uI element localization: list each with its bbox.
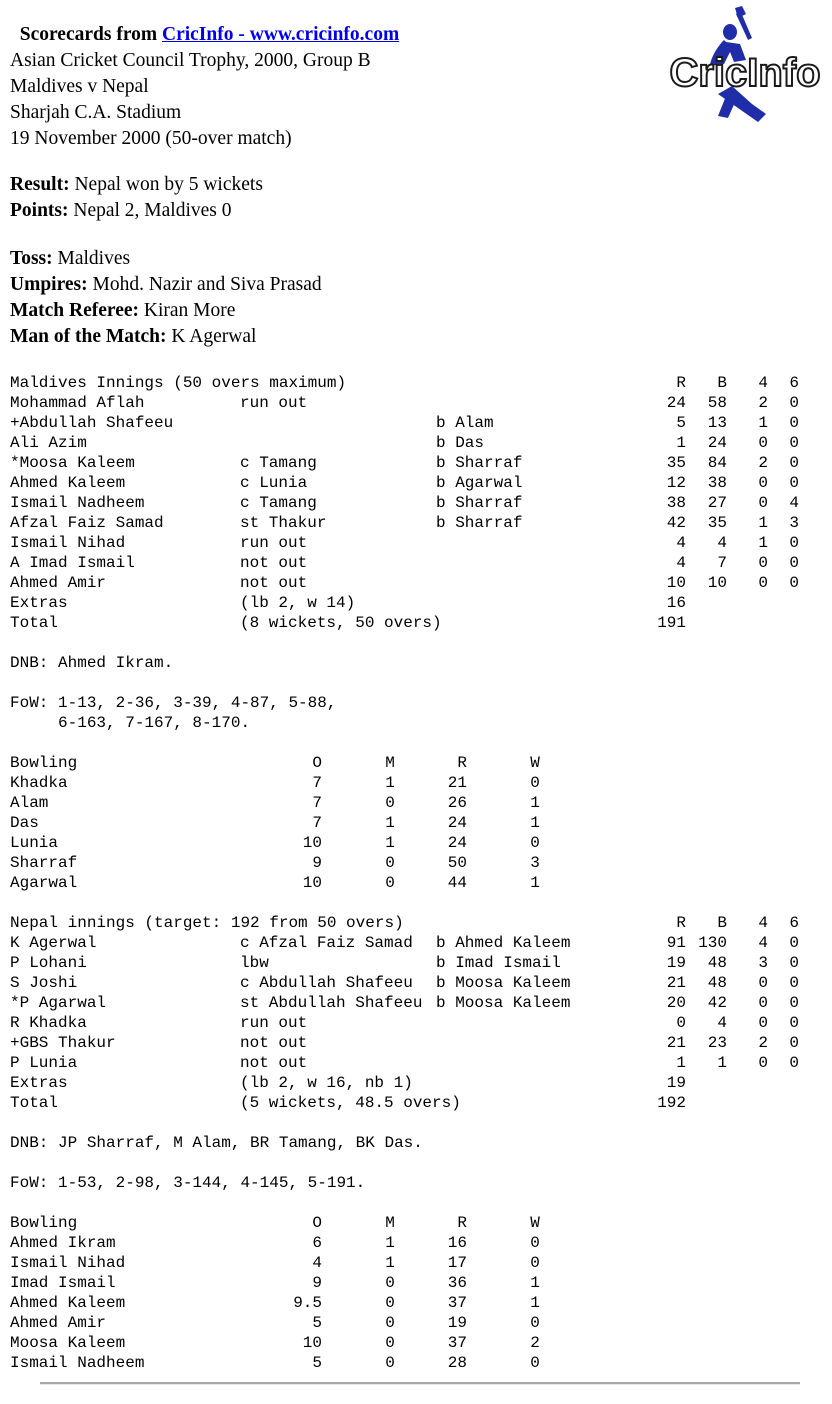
col-header-overs: O — [312, 754, 322, 772]
batsman-balls: 23 — [707, 1034, 727, 1052]
bottom-rule — [40, 1382, 800, 1385]
batsman-balls: 4 — [717, 1014, 727, 1032]
fall-of-wickets: FoW: 1-53, 2-98, 3-144, 4-145, 5-191. — [10, 1174, 366, 1192]
batsman-fours: 2 — [758, 454, 768, 472]
bowler-wickets: 1 — [530, 794, 540, 812]
umpires-line: Umpires: Mohd. Nazir and Siva Prasad — [10, 274, 322, 295]
batsman-balls: 13 — [707, 414, 727, 432]
dismissal: c Lunia — [240, 474, 308, 492]
bowler-runs: 24 — [447, 814, 467, 832]
match-teams: Maldives v Nepal — [10, 76, 149, 97]
batsman-balls: 7 — [717, 554, 727, 572]
cricinfo-logo — [669, 4, 821, 132]
dismissal-bowler: b Sharraf — [436, 494, 523, 512]
col-header-wickets: W — [530, 1214, 540, 1232]
bowler-runs: 19 — [447, 1314, 467, 1332]
bowler-overs: 9 — [312, 854, 322, 872]
match-venue: Sharjah C.A. Stadium — [10, 102, 182, 123]
extras-label: Extras — [10, 1074, 68, 1092]
bowler-wickets: 0 — [530, 1354, 540, 1372]
batsman-name: K Agerwal — [10, 934, 97, 952]
scorecards-header — [10, 2, 399, 46]
bowler-maidens: 0 — [385, 1294, 395, 1312]
bowler-runs: 21 — [447, 774, 467, 792]
batsman-runs: 35 — [666, 454, 686, 472]
bowling-header: Bowling — [10, 754, 78, 772]
batsman-name: Ismail Nadheem — [10, 494, 145, 512]
dismissal: not out — [240, 1054, 308, 1072]
batsman-runs: 38 — [666, 494, 686, 512]
batsman-balls: 58 — [707, 394, 727, 412]
did-not-bat: DNB: Ahmed Ikram. — [10, 654, 174, 672]
bowler-runs: 37 — [447, 1334, 467, 1352]
bowler-name: Das — [10, 814, 39, 832]
col-header-maidens: M — [385, 1214, 395, 1232]
dismissal: st Thakur — [240, 514, 327, 532]
batsman-sixes: 0 — [789, 434, 799, 452]
dismissal: run out — [240, 1014, 308, 1032]
batsman-sixes: 0 — [789, 1054, 799, 1072]
batsman-balls: 84 — [707, 454, 727, 472]
batsman-name: Ali Azim — [10, 434, 87, 452]
total-label: Total — [10, 1094, 59, 1112]
bowler-wickets: 1 — [530, 1294, 540, 1312]
batsman-runs: 12 — [666, 474, 686, 492]
bowler-wickets: 0 — [530, 834, 540, 852]
batsman-name: +Abdullah Shafeeu — [10, 414, 174, 432]
bowler-overs: 9.5 — [293, 1294, 322, 1312]
bowler-runs: 50 — [447, 854, 467, 872]
bowler-name: Sharraf — [10, 854, 78, 872]
batsman-runs: 1 — [676, 434, 686, 452]
batsman-sixes: 0 — [789, 474, 799, 492]
bowler-maidens: 1 — [385, 1254, 395, 1272]
extras-value: 16 — [666, 594, 686, 612]
dismissal: c Afzal Faiz Samad — [240, 934, 413, 952]
batsman-balls: 27 — [707, 494, 727, 512]
col-header-fours: 4 — [758, 374, 768, 392]
bowler-name: Ismail Nihad — [10, 1254, 126, 1272]
bowler-name: Lunia — [10, 834, 59, 852]
bowler-overs: 9 — [312, 1274, 322, 1292]
match-tournament: Asian Cricket Council Trophy, 2000, Group B — [10, 50, 371, 71]
dismissal: st Abdullah Shafeeu — [240, 994, 423, 1012]
bowler-maidens: 0 — [385, 854, 395, 872]
batsman-sixes: 0 — [789, 394, 799, 412]
batsman-name: +GBS Thakur — [10, 1034, 116, 1052]
dismissal-bowler: b Sharraf — [436, 454, 523, 472]
batsman-fours: 0 — [758, 994, 768, 1012]
bowler-name: Ismail Nadheem — [10, 1354, 145, 1372]
batsman-balls: 48 — [707, 974, 727, 992]
extras-detail: (lb 2, w 16, nb 1) — [240, 1074, 413, 1092]
batsman-fours: 0 — [758, 494, 768, 512]
bowler-maidens: 0 — [385, 1354, 395, 1372]
batsman-name: Ismail Nihad — [10, 534, 126, 552]
bowler-overs: 5 — [312, 1314, 322, 1332]
batsman-sixes: 0 — [789, 1034, 799, 1052]
bowler-wickets: 0 — [530, 1254, 540, 1272]
dismissal-bowler: b Alam — [436, 414, 494, 432]
batsman-sixes: 4 — [789, 494, 799, 512]
bowler-overs: 10 — [302, 834, 322, 852]
total-label: Total — [10, 614, 59, 632]
batsman-sixes: 0 — [789, 534, 799, 552]
batsman-runs: 24 — [666, 394, 686, 412]
bowler-wickets: 1 — [530, 814, 540, 832]
batsman-sixes: 0 — [789, 454, 799, 472]
bowler-runs: 37 — [447, 1294, 467, 1312]
bowler-overs: 5 — [312, 1354, 322, 1372]
batsman-runs: 5 — [676, 414, 686, 432]
bowler-maidens: 1 — [385, 834, 395, 852]
total-value: 192 — [657, 1094, 686, 1112]
col-header-runs-conceded: R — [457, 754, 467, 772]
fall-of-wickets-cont: 6-163, 7-167, 8-170. — [10, 714, 251, 732]
bowler-maidens: 0 — [385, 874, 395, 892]
batsman-sixes: 0 — [789, 994, 799, 1012]
batsman-runs: 4 — [676, 534, 686, 552]
total-detail: (8 wickets, 50 overs) — [240, 614, 442, 632]
bowler-runs: 16 — [447, 1234, 467, 1252]
batsman-name: Ahmed Amir — [10, 574, 107, 592]
dismissal-bowler: b Agarwal — [436, 474, 523, 492]
bowler-runs: 28 — [447, 1354, 467, 1372]
did-not-bat: DNB: JP Sharraf, M Alam, BR Tamang, BK Das. — [10, 1134, 423, 1152]
bowler-wickets: 0 — [530, 774, 540, 792]
dismissal: not out — [240, 574, 308, 592]
batsman-sixes: 0 — [789, 554, 799, 572]
bowler-wickets: 0 — [530, 1314, 540, 1332]
col-header-fours: 4 — [758, 914, 768, 932]
bowler-maidens: 0 — [385, 1334, 395, 1352]
bowler-maidens: 0 — [385, 794, 395, 812]
bowler-wickets: 1 — [530, 874, 540, 892]
batsman-fours: 0 — [758, 474, 768, 492]
dismissal: lbw — [240, 954, 269, 972]
match-date: 19 November 2000 (50-over match) — [10, 128, 292, 149]
dismissal-bowler: b Moosa Kaleem — [436, 974, 571, 992]
batsman-sixes: 0 — [789, 974, 799, 992]
batsman-runs: 21 — [666, 974, 686, 992]
batsman-runs: 42 — [666, 514, 686, 532]
scorecards-prefix: Scorecards from — [19, 24, 158, 45]
bowler-name: Ahmed Ikram — [10, 1234, 116, 1252]
bowler-name: Moosa Kaleem — [10, 1334, 126, 1352]
result-line: Result: Nepal won by 5 wickets — [10, 174, 263, 195]
batsman-balls: 48 — [707, 954, 727, 972]
batsman-fours: 4 — [758, 934, 768, 952]
batsman-name: A Imad Ismail — [10, 554, 135, 572]
batsman-fours: 1 — [758, 414, 768, 432]
batsman-sixes: 3 — [789, 514, 799, 532]
col-header-sixes: 6 — [789, 374, 799, 392]
batsman-balls: 10 — [707, 574, 727, 592]
bowler-overs: 10 — [302, 1334, 322, 1352]
batsman-fours: 0 — [758, 434, 768, 452]
dismissal: c Tamang — [240, 494, 317, 512]
col-header-maidens: M — [385, 754, 395, 772]
batsman-fours: 1 — [758, 514, 768, 532]
bowler-maidens: 0 — [385, 1314, 395, 1332]
bowler-overs: 7 — [312, 794, 322, 812]
batsman-balls: 1 — [717, 1054, 727, 1072]
batsman-balls: 38 — [707, 474, 727, 492]
batsman-sixes: 0 — [789, 1014, 799, 1032]
motm-line: Man of the Match: K Agerwal — [10, 326, 257, 347]
extras-detail: (lb 2, w 14) — [240, 594, 356, 612]
dismissal: c Abdullah Shafeeu — [240, 974, 413, 992]
innings-title: Nepal innings (target: 192 from 50 overs) — [10, 914, 404, 932]
bowler-name: Khadka — [10, 774, 68, 792]
batsman-name: R Khadka — [10, 1014, 87, 1032]
bowler-maidens: 1 — [385, 774, 395, 792]
bowler-runs: 24 — [447, 834, 467, 852]
fall-of-wickets: FoW: 1-13, 2-36, 3-39, 4-87, 5-88, — [10, 694, 337, 712]
col-header-runs: R — [676, 374, 686, 392]
bowler-runs: 44 — [447, 874, 467, 892]
batsman-sixes: 0 — [789, 954, 799, 972]
batsman-name: Afzal Faiz Samad — [10, 514, 164, 532]
bowler-runs: 26 — [447, 794, 467, 812]
batsman-sixes: 0 — [789, 574, 799, 592]
dismissal: run out — [240, 394, 308, 412]
batsman-sixes: 0 — [789, 934, 799, 952]
batsman-runs: 21 — [666, 1034, 686, 1052]
col-header-runs: R — [676, 914, 686, 932]
batsman-runs: 10 — [666, 574, 686, 592]
batsman-runs: 91 — [666, 934, 686, 952]
col-header-balls: B — [717, 914, 727, 932]
extras-label: Extras — [10, 594, 68, 612]
col-header-balls: B — [717, 374, 727, 392]
bowler-name: Imad Ismail — [10, 1274, 116, 1292]
batsman-fours: 0 — [758, 554, 768, 572]
batsman-balls: 24 — [707, 434, 727, 452]
dismissal-bowler: b Das — [436, 434, 485, 452]
batsman-fours: 0 — [758, 1014, 768, 1032]
batsman-name: Mohammad Aflah — [10, 394, 145, 412]
bowler-overs: 6 — [312, 1234, 322, 1252]
bowler-runs: 36 — [447, 1274, 467, 1292]
dismissal: not out — [240, 554, 308, 572]
batsman-balls: 35 — [707, 514, 727, 532]
dismissal-bowler: b Sharraf — [436, 514, 523, 532]
bowler-overs: 10 — [302, 874, 322, 892]
batsman-fours: 3 — [758, 954, 768, 972]
bowler-overs: 4 — [312, 1254, 322, 1272]
dismissal: not out — [240, 1034, 308, 1052]
bowler-wickets: 0 — [530, 1234, 540, 1252]
bowler-maidens: 0 — [385, 1274, 395, 1292]
batsman-balls: 42 — [707, 994, 727, 1012]
batsman-fours: 1 — [758, 534, 768, 552]
dismissal: c Tamang — [240, 454, 317, 472]
batsman-name: *P Agarwal — [10, 994, 107, 1012]
batsman-runs: 0 — [676, 1014, 686, 1032]
col-header-wickets: W — [530, 754, 540, 772]
dismissal-bowler: b Ahmed Kaleem — [436, 934, 571, 952]
col-header-runs-conceded: R — [457, 1214, 467, 1232]
batsman-fours: 0 — [758, 1054, 768, 1072]
bowler-maidens: 1 — [385, 1234, 395, 1252]
bowler-wickets: 3 — [530, 854, 540, 872]
batsman-runs: 1 — [676, 1054, 686, 1072]
batsman-name: *Moosa Kaleem — [10, 454, 135, 472]
bowler-name: Agarwal — [10, 874, 78, 892]
col-header-sixes: 6 — [789, 914, 799, 932]
batsman-name: Ahmed Kaleem — [10, 474, 126, 492]
cricinfo-link[interactable]: CricInfo - www.cricinfo.com — [162, 24, 400, 45]
points-line: Points: Nepal 2, Maldives 0 — [10, 200, 232, 221]
bowler-wickets: 2 — [530, 1334, 540, 1352]
bowler-maidens: 1 — [385, 814, 395, 832]
batsman-balls: 4 — [717, 534, 727, 552]
batsman-fours: 2 — [758, 394, 768, 412]
bowler-name: Ahmed Amir — [10, 1314, 107, 1332]
bowler-overs: 7 — [312, 774, 322, 792]
batsman-name: P Lunia — [10, 1054, 78, 1072]
batsman-sixes: 0 — [789, 414, 799, 432]
toss-line: Toss: Maldives — [10, 248, 131, 269]
bowler-name: Ahmed Kaleem — [10, 1294, 126, 1312]
innings-title: Maldives Innings (50 overs maximum) — [10, 374, 347, 392]
batsman-fours: 2 — [758, 1034, 768, 1052]
bowler-name: Alam — [10, 794, 49, 812]
batsman-fours: 0 — [758, 574, 768, 592]
batsman-fours: 0 — [758, 974, 768, 992]
batsman-runs: 19 — [666, 954, 686, 972]
bowling-header: Bowling — [10, 1214, 78, 1232]
dismissal: run out — [240, 534, 308, 552]
batsman-runs: 20 — [666, 994, 686, 1012]
total-value: 191 — [657, 614, 686, 632]
dismissal-bowler: b Moosa Kaleem — [436, 994, 571, 1012]
dismissal-bowler: b Imad Ismail — [436, 954, 561, 972]
batsman-balls: 130 — [698, 934, 727, 952]
batsman-name: P Lohani — [10, 954, 87, 972]
referee-line: Match Referee: Kiran More — [10, 300, 236, 321]
batsman-runs: 4 — [676, 554, 686, 572]
bowler-wickets: 1 — [530, 1274, 540, 1292]
bowler-runs: 17 — [447, 1254, 467, 1272]
extras-value: 19 — [666, 1074, 686, 1092]
bowler-overs: 7 — [312, 814, 322, 832]
cricinfo-logo-text: CricInfo — [669, 51, 821, 95]
col-header-overs: O — [312, 1214, 322, 1232]
batsman-name: S Joshi — [10, 974, 78, 992]
total-detail: (5 wickets, 48.5 overs) — [240, 1094, 461, 1112]
